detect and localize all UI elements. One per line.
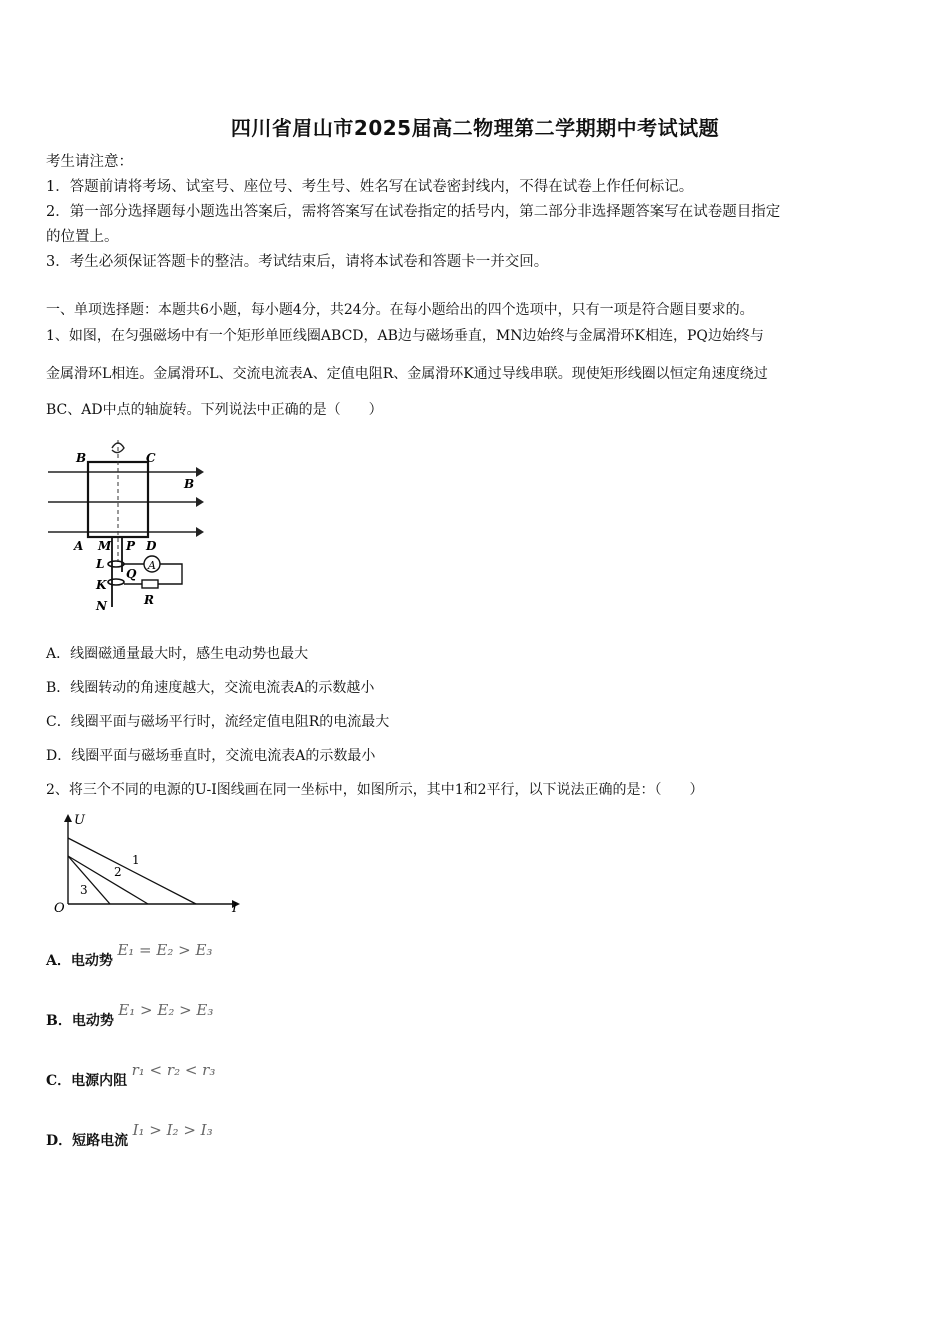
- q1-option-b[interactable]: B．线圈转动的角速度越大，交流电流表A的示数越小: [46, 680, 375, 696]
- q1-option-c[interactable]: C．线圈平面与磁场平行时，流经定值电阻R的电流最大: [46, 714, 390, 730]
- fig1-label-r: R: [144, 593, 154, 607]
- notice-item-2: 2．第一部分选择题每小题选出答案后，需将答案写在试卷指定的括号内，第二部分非选择题答案写在试卷题目指定: [46, 204, 781, 220]
- fig2-line1-label: 1: [132, 853, 140, 867]
- q1-coil-figure: [46, 432, 206, 617]
- q2-option-c[interactable]: [46, 1061, 216, 1091]
- q2-option-d[interactable]: [46, 1121, 213, 1151]
- notice-heading: 考生请注意：: [46, 154, 133, 170]
- fig2-y-axis-label: U: [74, 813, 85, 828]
- fig1-label-q: Q: [126, 567, 137, 581]
- q2-option-c-label: C．电源内阻: [46, 1073, 128, 1089]
- q2-stem: 2、将三个不同的电源的U-I图线画在同一坐标中，如图所示，其中1和2平行，以下说法正确的是：（ ）: [46, 782, 704, 798]
- fig1-label-l: L: [96, 557, 105, 571]
- q1-option-a[interactable]: A．线圈磁通量最大时，感生电动势也最大: [46, 646, 309, 662]
- q2-option-b-label: B．电动势: [46, 1013, 114, 1029]
- q2-option-a-math: E₁ = E₂ > E₃: [117, 941, 213, 959]
- notice-item-1: 1．答题前请将考场、试室号、座位号、考生号、姓名写在试卷密封线内，不得在试卷上作任何标记。: [46, 179, 694, 195]
- fig1-label-n: N: [96, 599, 107, 613]
- q1-option-d[interactable]: D．线圈平面与磁场垂直时，交流电流表A的示数最小: [46, 748, 376, 764]
- q1-stem-line-3: BC、AD中点的轴旋转。下列说法中正确的是（ ）: [46, 402, 383, 418]
- q2-option-a-label: A．电动势: [46, 953, 113, 969]
- q2-ui-graph: [52, 812, 242, 917]
- section-heading: 一、单项选择题：本题共6小题，每小题4分，共24分。在每小题给出的四个选项中，只有一项是符合题目要求的。: [46, 302, 754, 318]
- q2-option-b[interactable]: [46, 1001, 214, 1031]
- svg-text:A: A: [148, 559, 156, 572]
- fig1-label-m: M: [98, 539, 112, 553]
- fig1-label-p: P: [126, 539, 136, 553]
- page-title: 四川省眉山市2025届高二物理第二学期期中考试试题: [230, 116, 720, 140]
- fig2-line2-label: 2: [114, 865, 122, 879]
- notice-item-3: 3．考生必须保证答题卡的整洁。考试结束后，请将本试卷和答题卡一并交回。: [46, 254, 549, 270]
- q2-option-c-math: r₁ < r₂ < r₃: [131, 1061, 216, 1079]
- fig1-label-a: A: [74, 539, 84, 553]
- fig2-x-axis-label: I: [232, 901, 238, 916]
- fig1-label-c: C: [146, 451, 156, 465]
- q2-option-b-math: E₁ > E₂ > E₃: [118, 1001, 214, 1019]
- fig2-origin-label: O: [54, 901, 65, 916]
- fig1-label-field: B: [184, 477, 195, 491]
- q2-option-a[interactable]: [46, 941, 213, 971]
- notice-item-2-cont: 的位置上。: [46, 229, 119, 245]
- q2-option-d-math: I₁ > I₂ > I₃: [132, 1121, 213, 1139]
- q1-stem-line-1: 1、如图，在匀强磁场中有一个矩形单匝线圈ABCD，AB边与磁场垂直，MN边始终与金属滑环K相连，PQ边始终与: [46, 328, 764, 344]
- q1-stem-line-2: 金属滑环L相连。金属滑环L、交流电流表A、定值电阻R、金属滑环K通过导线串联。现使矩形线圈以恒定角速度绕过: [46, 366, 768, 382]
- fig1-label-k: K: [96, 578, 107, 592]
- q2-option-d-label: D．短路电流: [46, 1133, 129, 1149]
- fig2-line3-label: 3: [80, 883, 88, 897]
- fig1-label-d: D: [146, 539, 157, 553]
- fig1-label-b: B: [76, 451, 87, 465]
